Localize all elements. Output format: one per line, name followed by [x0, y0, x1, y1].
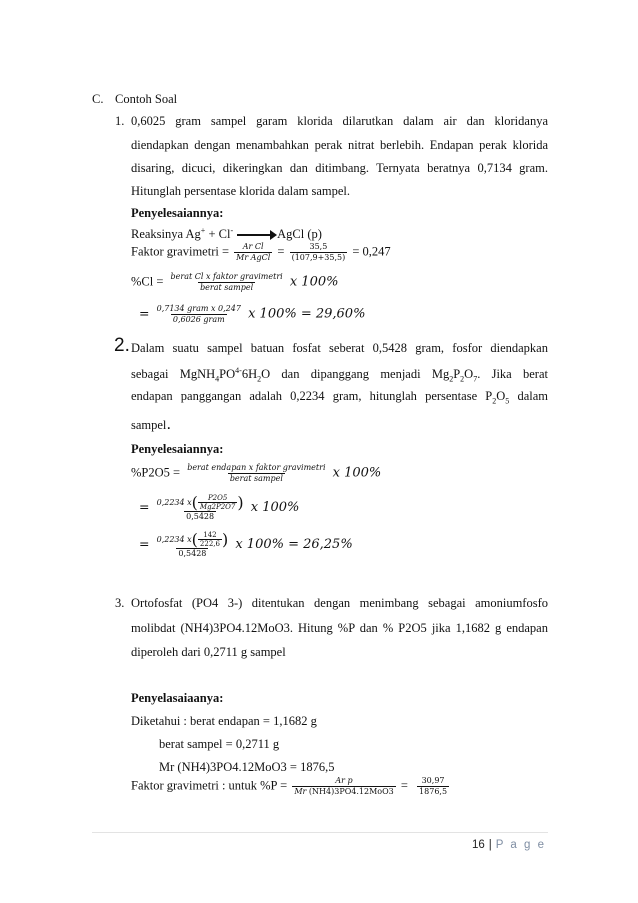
- step-3-numerator: [155, 531, 231, 548]
- faktor-3-numerator: Ar p: [335, 776, 353, 785]
- solution-1-heading: Penyelesaiannya:: [131, 206, 224, 220]
- faktor-3-numerator-2: 30,97: [421, 776, 445, 785]
- percent-p2o5-formula: [131, 463, 381, 484]
- berat-sampel-line: berat sampel = 0,2711 g: [159, 737, 280, 751]
- step-2-equals: =: [139, 498, 150, 514]
- p2-l2-d: O dan dipanggang menjadi Mg: [261, 367, 450, 382]
- problem-2-line-1: Dalam suatu sampel batuan fosfat seberat 0,5428 gram, fosfor diendapkan: [131, 341, 548, 355]
- faktor-3-equals: =: [400, 778, 408, 793]
- percent-cl-result: [139, 304, 365, 325]
- p2-l3-sub2: 5: [505, 396, 510, 406]
- percent-cl-denominator: berat sampel: [200, 283, 254, 292]
- problem-1-line-1: 0,6025 gram sampel garam klorida dilarutkan dalam air dan kloridanya: [131, 114, 548, 128]
- step-3-denominator: 0,5428: [178, 549, 207, 558]
- faktor-result: = 0,247: [352, 244, 391, 259]
- p2-l3-sub1: 2: [492, 396, 497, 406]
- faktor-3-den-mr: Mr: [294, 787, 307, 796]
- right-paren-icon: ): [237, 492, 244, 512]
- page-label: P a g e: [495, 839, 546, 851]
- faktor-fraction-1: [234, 242, 272, 263]
- problem-1-line-4: Hitunglah persentase klorida dalam sampel.: [131, 184, 351, 198]
- faktor-label: Faktor gravimetri =: [131, 244, 229, 259]
- step-3-tail: x 100% = 26,25%: [235, 536, 353, 552]
- step-3-inner-denominator: 222,6: [199, 540, 220, 548]
- p2-l2-b: PO: [219, 367, 236, 382]
- faktor-3-den-rest: (NH4)3PO4.12MoO3: [306, 787, 394, 796]
- step-2-denominator: 0,5428: [186, 512, 215, 521]
- problem-2-line-3: [131, 389, 548, 406]
- p2-l2-sub1: 4: [215, 374, 220, 384]
- footer-separator: |: [488, 839, 492, 851]
- p2o5-step-3: [139, 531, 353, 559]
- p2-l2-sup-a: 4: [235, 366, 240, 375]
- p2-l2-sub3: 2: [257, 374, 262, 384]
- p2-l2-e: P: [453, 367, 461, 382]
- step-3-fraction: [155, 531, 231, 559]
- faktor-f1-denominator: Mr AgCl: [236, 253, 271, 262]
- step-2-inner-numerator: P2O5: [207, 494, 228, 502]
- percent-cl-fraction: [169, 272, 285, 293]
- problem-1-number: 1.: [115, 114, 125, 128]
- percent-p2o5-tail: x 100%: [332, 465, 382, 481]
- faktor-3-label: Faktor gravimetri : untuk %P =: [131, 778, 288, 793]
- percent-cl-result-fraction: [155, 304, 243, 325]
- faktor-fraction-2: [290, 242, 348, 263]
- percent-cl-result-denominator: 0,6026 gram: [172, 315, 225, 324]
- problem-3-line-2: molibdat (NH4)3PO4.12MoO3. Hitung %P dan % P2O5 jika 1,1682 g endapan: [131, 621, 548, 635]
- p2-l2-sub4: 2: [449, 374, 454, 384]
- section-letter: C.: [92, 92, 104, 106]
- p2-l2-sup-b: -: [239, 366, 242, 375]
- reaction-plus-charge: +: [200, 226, 206, 235]
- problem-2-line-4: [131, 414, 171, 434]
- footer-divider: [92, 832, 548, 833]
- problem-1-line-3: disaring, dicuci, dikeringkan dan ditimbang. Ternyata beratnya 0,7134 gram.: [131, 161, 548, 175]
- step-3-num-prefix: 0,2234 x: [156, 534, 192, 544]
- p2o5-step-2: [139, 494, 299, 522]
- percent-p2o5-numerator: berat endapan x faktor gravimetri: [187, 463, 326, 472]
- reaction-product: AgCl (p): [277, 227, 322, 242]
- problem-3-number: 3.: [115, 596, 125, 610]
- percent-cl-formula: [131, 272, 338, 293]
- p2-l2-g: . Jika berat: [477, 367, 548, 382]
- reaction-arrow-icon: [237, 234, 275, 236]
- step-2-inner-fraction: [198, 494, 237, 511]
- problem-2-line-2: [131, 366, 548, 384]
- faktor-gravimetri-1: [131, 242, 391, 263]
- step-3-equals: =: [139, 535, 150, 551]
- faktor-gravimetri-3: [131, 776, 451, 797]
- reaction-mid: + Cl: [205, 227, 231, 242]
- p2-l4-word: sampel: [131, 418, 167, 432]
- faktor-equals: =: [277, 244, 285, 259]
- faktor-3-denominator-2: 1876,5: [419, 787, 448, 796]
- percent-cl-label: %Cl =: [131, 274, 164, 289]
- faktor-f1-numerator: Ar Cl: [242, 242, 264, 251]
- faktor-3-fraction-2: [417, 776, 449, 797]
- p2-l2-sub5: 2: [460, 374, 465, 384]
- right-paren-icon: ): [221, 529, 229, 549]
- reaction-left: Reaksinya Ag: [131, 227, 201, 242]
- page-footer: [472, 839, 546, 851]
- page-number: 16: [471, 839, 485, 851]
- percent-cl-result-numerator: 0,7134 gram x 0,247: [156, 304, 241, 313]
- reaction-minus-charge: -: [230, 226, 234, 235]
- left-paren-icon: (: [191, 529, 198, 549]
- reaction-equation: [131, 226, 322, 242]
- problem-2-number: 2.: [114, 335, 130, 356]
- step-2-tail: x 100%: [250, 499, 300, 515]
- step-2-fraction: [155, 494, 246, 522]
- faktor-f2-denominator: (107,9+35,5): [291, 253, 346, 262]
- p2-l2-f: O: [464, 367, 474, 382]
- left-paren-icon: (: [191, 492, 198, 512]
- percent-p2o5-fraction: [185, 463, 327, 484]
- problem-3-line-1: Ortofosfat (PO4 3-) ditentukan dengan menimbang sebagai amoniumfosfo: [131, 596, 548, 610]
- section-title: Contoh Soal: [115, 92, 178, 106]
- step-2-num-prefix: 0,2234 x: [156, 497, 192, 507]
- step-2-inner-denominator: Mg2P2O7: [199, 503, 236, 511]
- percent-cl-result-tail: x 100% = 29,60%: [248, 306, 366, 322]
- step-2-numerator: [155, 494, 246, 511]
- faktor-3-denominator: [292, 786, 395, 797]
- step-3-inner-numerator: 142: [203, 531, 217, 539]
- faktor-3-fraction: [292, 776, 395, 797]
- p2-l3-c: dalam: [509, 389, 548, 403]
- p2-l2-sub6: 7: [473, 374, 478, 384]
- percent-p2o5-label: %P2O5 =: [131, 465, 181, 480]
- percent-cl-tail: x 100%: [289, 274, 339, 290]
- problem-1-line-2: diendapkan dengan menambahkan perak nitrat berlebih. Endapan perak klorida: [131, 138, 548, 152]
- problem-3-line-3: diperoleh dari 0,2711 g sampel: [131, 645, 286, 659]
- diketahui-line: Diketahui : berat endapan = 1,1682 g: [131, 714, 317, 728]
- mr-line: Mr (NH4)3PO4.12MoO3 = 1876,5: [159, 760, 335, 774]
- p2-l2-c: 6H: [241, 367, 258, 382]
- p2-l3-b: O: [496, 389, 506, 403]
- percent-cl-result-equals: =: [139, 305, 150, 321]
- p2-l2-a: sebagai MgNH: [131, 367, 216, 382]
- percent-cl-numerator: berat Cl x faktor gravimetri: [170, 272, 283, 281]
- faktor-f2-numerator: 35,5: [309, 242, 328, 251]
- solution-3-heading: Penyelasaiaanya:: [131, 691, 224, 705]
- p2-l4-dot: .: [166, 414, 172, 433]
- p2-l3-a: endapan panggangan adalah 0,2234 gram, hitunglah persentase P: [131, 389, 493, 403]
- percent-p2o5-denominator: berat sampel: [229, 474, 283, 483]
- step-3-inner-fraction: [198, 531, 222, 548]
- solution-2-heading: Penyelesaiannya:: [131, 442, 224, 456]
